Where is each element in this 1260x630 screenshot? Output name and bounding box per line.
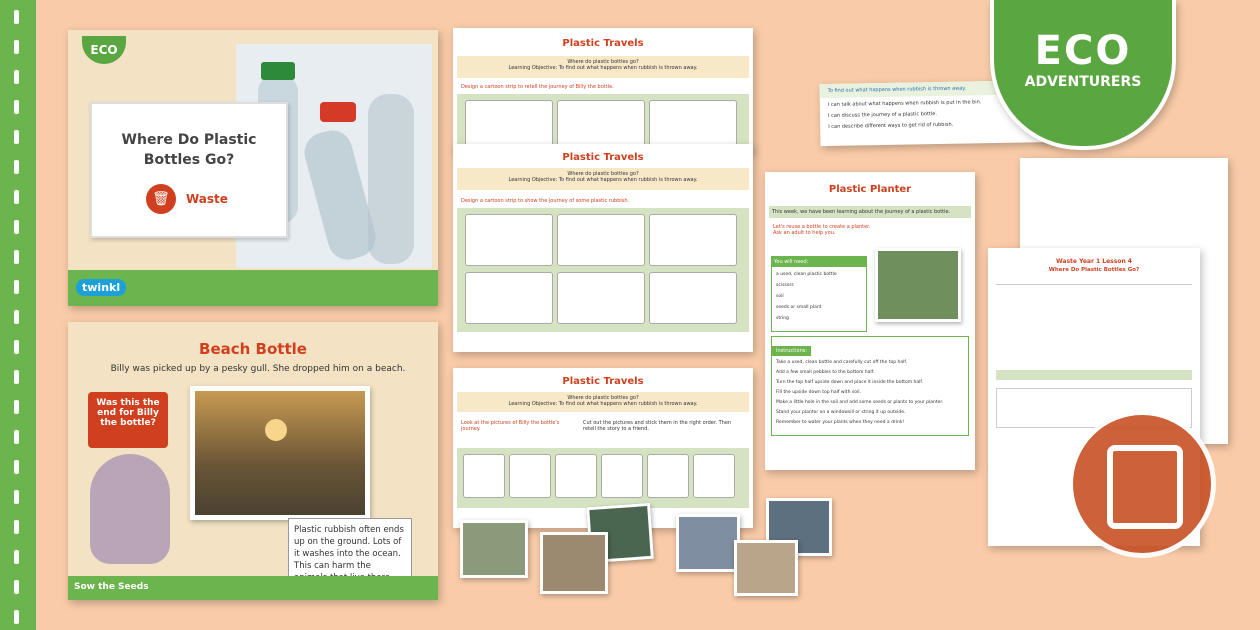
cover-title-card — [90, 102, 288, 238]
slide-title: Beach Bottle — [199, 340, 307, 358]
brand-logo: twinkl — [76, 279, 126, 296]
task-text: Look at the pictures of Billy the bottle's journey. — [461, 420, 560, 432]
need-item: seeds or small plant — [776, 305, 822, 310]
needs-box — [771, 256, 867, 332]
need-item: soil — [776, 294, 784, 299]
need-item: string — [776, 316, 789, 321]
sheet-title: Plastic Travels — [562, 376, 644, 387]
objective-text: Learning Objective: To find out what happens when rubbish is thrown away. — [508, 401, 698, 407]
objective-text: Learning Objective: To find out what happens when rubbish is thrown away. — [508, 177, 698, 183]
info-text-box: Plastic rubbish often ends up on the ground. Lots of it washes into the ocean. This can harm the — [288, 518, 412, 598]
planter-sheet — [765, 172, 975, 470]
instructions-title: Instructions: — [772, 346, 811, 356]
cover-slide — [68, 30, 438, 306]
page-title: Where Do Plastic Bottles Go? — [121, 132, 257, 168]
plan-subtitle: Where Do Plastic Bottles Go? — [1048, 267, 1140, 273]
beach-slide — [68, 322, 438, 600]
checklist-head: To find out what happens when rubbish is thrown away. — [819, 80, 1059, 98]
badge-eco-text: ECO — [1034, 28, 1132, 74]
planter-photo — [875, 248, 961, 322]
task-text-2: Cut out the pictures and stick them in the right order. Then retell the story to a friend. — [583, 420, 732, 432]
checklist-item: I can talk about what happens when rubbish is put in the bin. — [827, 99, 982, 108]
step: Make a little hole in the soil and add some seeds or plants to your planter. — [776, 400, 944, 405]
worksheet-travels-1 — [453, 28, 753, 153]
intro-text: Billy was picked up by a pesky gull. She dropped him on a beach. — [110, 364, 406, 374]
beach-photo — [190, 386, 370, 520]
sheet-title: Plastic Planter — [828, 184, 912, 195]
photo-factory — [676, 514, 740, 572]
question-text: Where do plastic bottles go? — [567, 171, 639, 177]
task-text: Design a cartoon strip to retell the journey of Billy the bottle. — [461, 84, 614, 90]
worksheet-travels-3 — [453, 368, 753, 528]
objective-band — [457, 392, 749, 412]
photo-bin-worker — [460, 520, 528, 578]
step: Add a few small pebbles to the bottom half. — [776, 370, 875, 375]
photo-landfill — [540, 532, 608, 594]
panel-area — [457, 448, 749, 508]
need-item: a used, clean plastic bottle — [776, 272, 837, 277]
photo-beach-child — [734, 540, 798, 596]
plan-title: Waste Year 1 Lesson 4 — [1056, 258, 1132, 265]
needs-title: You will need: — [772, 257, 866, 267]
objective-band — [457, 56, 749, 78]
reuse-text: Let's reuse a bottle to create a planter. Ask an adult to help you. — [773, 224, 871, 236]
question-text: Where do plastic bottles go? — [567, 59, 639, 65]
intro-band: This week, we have been learning about the journey of a plastic bottle. — [769, 206, 971, 218]
step: Fill the upside down top half with soil. — [776, 390, 861, 395]
question-bubble: Was this the end for Billy the bottle? — [88, 392, 168, 448]
task-text: Design a cartoon strip to show the journey of some plastic rubbish. — [461, 198, 630, 204]
step: Turn the top half upside down and place it inside the bottom half. — [776, 380, 924, 385]
objective-band — [457, 168, 749, 190]
left-binding-strip — [0, 0, 36, 630]
waste-tag: Waste — [186, 192, 228, 206]
question-text: Where do plastic bottles go? — [567, 395, 639, 401]
need-item: scissors — [776, 283, 794, 288]
instructions-box — [771, 336, 969, 436]
checklist-item: I can discuss the journey of a plastic bottle. — [827, 111, 937, 119]
checklist-item: I can describe different ways to get rid of rubbish. — [828, 121, 954, 130]
badge-adventurers-text: ADVENTURERS — [1024, 74, 1142, 90]
cover-footer — [68, 270, 438, 306]
objective-text: Learning Objective: To find out what happens when rubbish is thrown away. — [508, 65, 698, 71]
worksheet-travels-2 — [453, 144, 753, 352]
panel-area — [457, 208, 749, 332]
slide-footer — [68, 576, 438, 600]
eco-badge: ECO — [82, 36, 126, 64]
step: Take a used, clean bottle and carefully cut off the top half. — [776, 360, 908, 365]
footer-label: Sow the Seeds — [74, 582, 149, 592]
character-illustration — [90, 454, 170, 564]
waste-icon: 🗑 — [146, 184, 176, 214]
step: Remember to water your plants when they need a drink! — [776, 420, 905, 425]
waste-circle-icon — [1068, 410, 1216, 558]
sheet-title: Plastic Travels — [562, 152, 644, 163]
step: Stand your planter on a windowsill or string it up outside. — [776, 410, 906, 415]
sheet-title: Plastic Travels — [562, 38, 644, 49]
